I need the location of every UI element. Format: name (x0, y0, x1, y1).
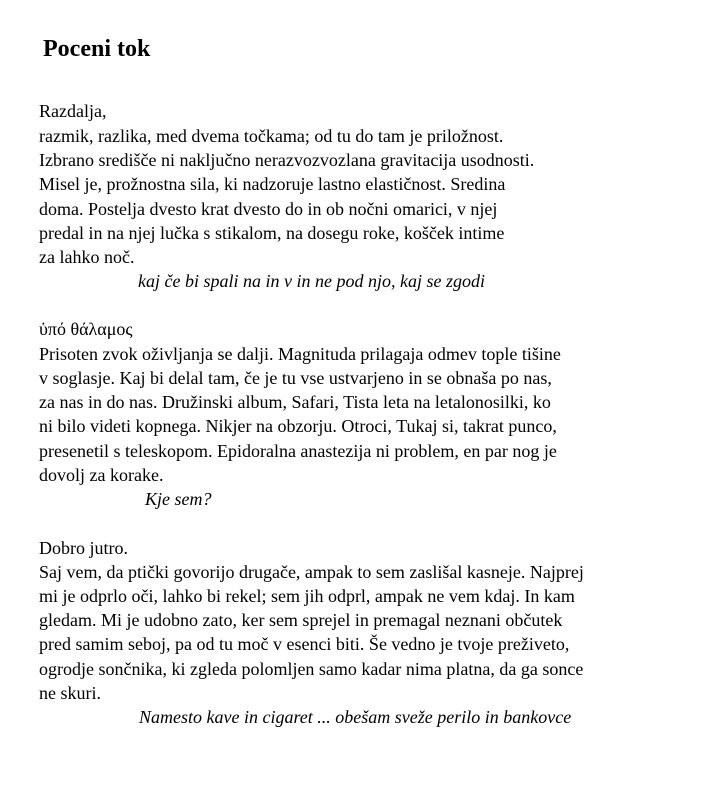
poem-line: Misel je, prožnostna sila, ki nadzoruje lastno elastičnost. Sredina (39, 174, 506, 194)
poem-line: v soglasje. Kaj bi delal tam, če je tu vse ustvarjeno in se obnaša po nas, (39, 368, 552, 388)
stanza-heading: Dobro jutro. (39, 538, 128, 558)
poem-line: gledam. Mi je udobno zato, ker sem sprejel in premagal neznani občutek (39, 610, 563, 630)
poem-line: Izbrano središče ni naključno nerazvozvozlana gravitacija usodnosti. (39, 150, 535, 170)
poem-line: ne skuri. (39, 683, 101, 703)
poem-line: ogrodje sončnika, ki zgleda polomljen samo kadar nima platna, da ga sonce (39, 659, 584, 679)
poem-line: mi je odprlo oči, lahko bi rekel; sem jih odprl, ampak ne vem kdaj. In kam (39, 586, 575, 606)
poem-line: za lahko noč. (39, 247, 135, 267)
poem-line: Prisoten zvok oživljanja se dalji. Magnituda prilagaja odmev tople tišine (39, 344, 561, 364)
poem-line: predal in na njej lučka s stikalom, na dosegu roke, košček intime (39, 223, 505, 243)
poem-line: doma. Postelja dvesto krat dvesto do in ob nočni omarici, v njej (39, 199, 498, 219)
poem-refrain: kaj če bi spali na in v in ne pod njo, kaj se zgodi (138, 271, 485, 291)
stanza-heading: ὑπό θάλαμος (39, 319, 133, 339)
poem-line: za nas in do nas. Družinski album, Safari, Tista leta na letalonosilki, ko (39, 392, 551, 412)
poem-refrain: Namesto kave in cigaret ... obešam sveže perilo in bankovce (139, 707, 572, 727)
poem-line: ni bilo videti kopnega. Nikjer na obzorju. Otroci, Tukaj si, takrat punco, (39, 416, 557, 436)
poem-line: Razdalja, (39, 101, 107, 121)
poem-title: Poceni tok (43, 36, 151, 62)
poem-line: dovolj za korake. (39, 465, 164, 485)
poem-refrain: Kje sem? (145, 489, 212, 509)
poem-line: Saj vem, da ptički govorijo drugače, ampak to sem zaslišal kasneje. Najprej (39, 562, 584, 582)
poem-line: razmik, razlika, med dvema točkama; od tu do tam je priložnost. (39, 126, 504, 146)
poem-line: pred samim seboj, pa od tu moč v esenci biti. Še vedno je tvoje preživeto, (39, 634, 570, 654)
poem-line: presenetil s teleskopom. Epidoralna anastezija ni problem, en par nog je (39, 441, 557, 461)
